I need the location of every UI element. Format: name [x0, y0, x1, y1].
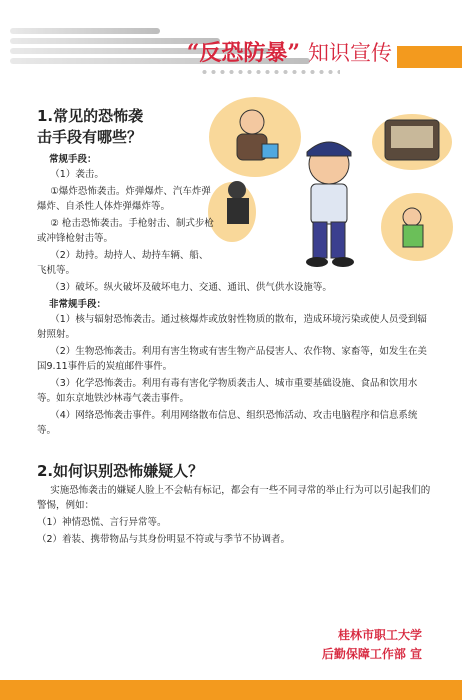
- unconventional-title: 非常规手段：: [49, 299, 107, 310]
- section2-heading: 2.如何识别恐怖嫌疑人？: [37, 462, 204, 480]
- page-title: [187, 36, 392, 67]
- bio-text: （2）生物恐怖袭击。利用有害生物或有害生物产品侵害人、农作物、家畜等，如发生在美国9.11事件后的炭疽邮件事件。: [37, 346, 427, 372]
- title-rest: 知识宣传: [308, 41, 392, 65]
- hijack-text: （2）劫持。劫持人、劫持车辆、船、飞机等。: [37, 250, 209, 276]
- section2-item1: （1）神情恐慌、言行异常等。: [37, 517, 167, 528]
- section1-heading-line1: 1.常见的恐怖袭: [37, 107, 144, 125]
- title-strong: “反恐防暴”: [186, 40, 300, 66]
- decorative-dots: [200, 68, 340, 76]
- bomb-attack-text: ①爆炸恐怖袭击。炸弹爆炸、汽车炸弹爆炸、自杀性人体炸弹爆炸等。: [37, 186, 211, 212]
- nuclear-text: （1）核与辐射恐怖袭击。通过核爆炸或放射性物质的散布，造成环境污染或使人员受到辐射照射。: [37, 314, 427, 340]
- header: [0, 0, 462, 90]
- section1-heading-line2: 击手段有哪些？: [37, 128, 143, 146]
- footer-line1: 桂林市职工大学: [337, 628, 422, 642]
- header-accent-bar: [397, 46, 462, 68]
- sabotage-text: （3）破坏。纵火破坏及破坏电力、交通、通讯、供气供水设施等。: [50, 282, 332, 293]
- gun-attack-text: ② 枪击恐怖袭击。手枪射击、制式步枪或冲锋枪射击等。: [37, 218, 214, 244]
- footer-signature: [322, 626, 422, 664]
- section2-intro: 实施恐怖袭击的嫌疑人脸上不会帖有标记，都会有一些不同寻常的举止行为可以引起我们的警惕，例如：: [37, 485, 431, 511]
- cyber-text: （4）网络恐怖袭击事件。利用网络散布信息、组织恐怖活动、攻击电脑程序和信息系统等。: [37, 410, 418, 436]
- bottom-accent-bar: [0, 680, 462, 700]
- footer-line2: 后勤保障工作部 宣: [321, 647, 422, 661]
- main-content: [37, 106, 432, 549]
- attack-title: （1）袭击。: [50, 169, 104, 180]
- chem-text: （3）化学恐怖袭击。利用有毒有害化学物质袭击人、城市重要基础设施、食品和饮用水等。如东京地铁沙林毒气袭击事件。: [37, 378, 418, 404]
- conventional-title: 常规手段：: [49, 154, 97, 165]
- section2-item2: （2）着装、携带物品与其身份明显不符或与季节不协调者。: [37, 534, 291, 545]
